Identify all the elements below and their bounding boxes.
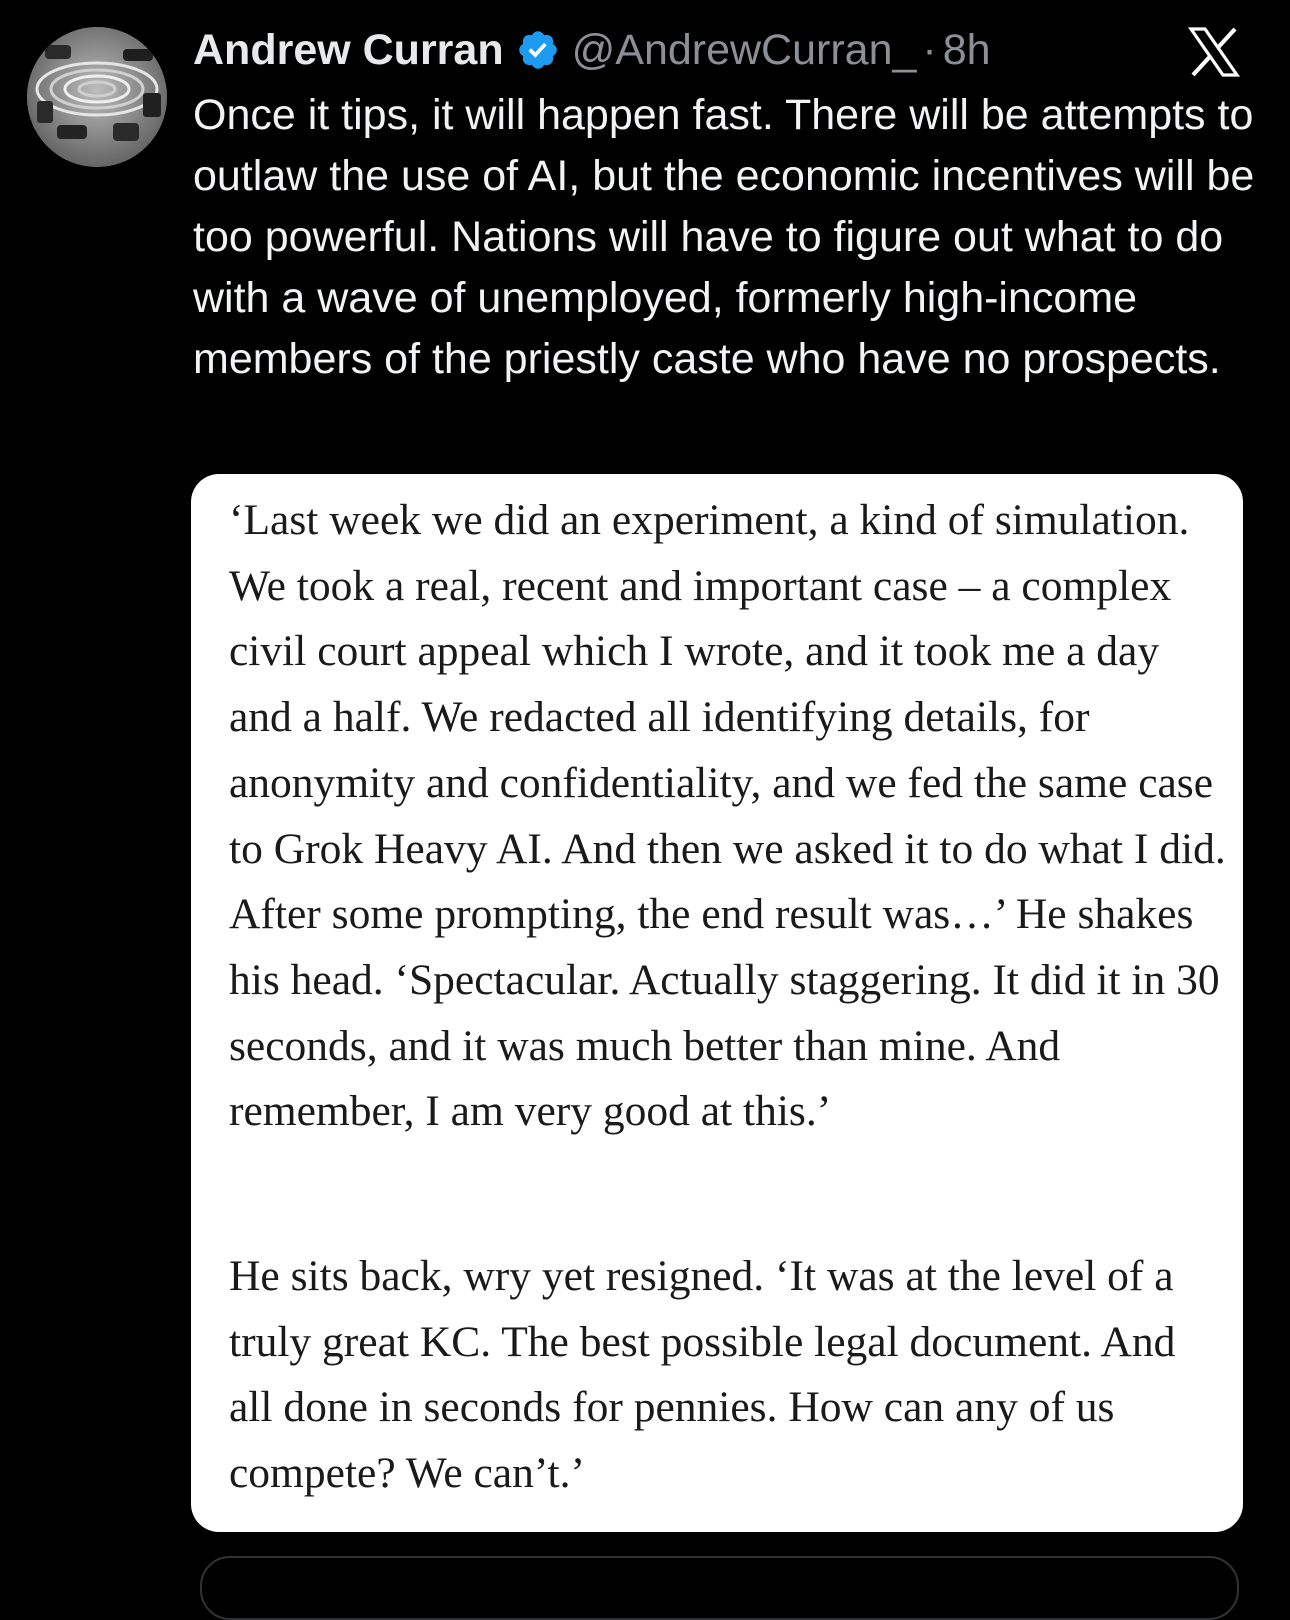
- tweet-text: Once it tips, it will happen fast. There will be attempts to outlaw the use of AI, but the economic incentives will be too powerful. Nations will have to figure out what to do with a wave of unemployed, formerly high-income members of the priestly caste who have no prospects.: [193, 91, 1255, 383]
- author-handle[interactable]: @AndrewCurran_: [571, 25, 917, 74]
- tweet-timestamp[interactable]: 8h: [942, 25, 991, 74]
- separator-dot: ·: [922, 25, 937, 74]
- tweet-header: [193, 22, 991, 78]
- tweet-media-image[interactable]: [191, 474, 1243, 1532]
- avatar[interactable]: [27, 27, 167, 167]
- author-name[interactable]: Andrew Curran: [193, 25, 504, 74]
- media-paragraph-2: He sits back, wry yet resigned. ‘It was at the level of a truly great KC. The best possible legal document. And all done in seconds for pennies. How can any of us compete? We can’t.’: [229, 1252, 1176, 1498]
- media-paragraph-1: ‘Last week we did an experiment, a kind of simulation. We took a real, recent and important case – a complex civil court appeal which I wrote, and it took me a day and a half. We redacted all identifying details, for anonymity and confidentiality, and we fed the same case to Grok Heavy AI. And then we asked it to do what I did. After some prompting, the end result was…’ He shakes his head. ‘Spectacular. Actually staggering. It did it in 30 seconds, and it was much better than mine. And remember, I am very good at this.’: [229, 496, 1226, 1136]
- next-element-outline: [200, 1556, 1239, 1620]
- avatar-image: [27, 27, 167, 167]
- x-logo-icon[interactable]: [1185, 26, 1243, 78]
- verified-badge-icon: [516, 28, 560, 72]
